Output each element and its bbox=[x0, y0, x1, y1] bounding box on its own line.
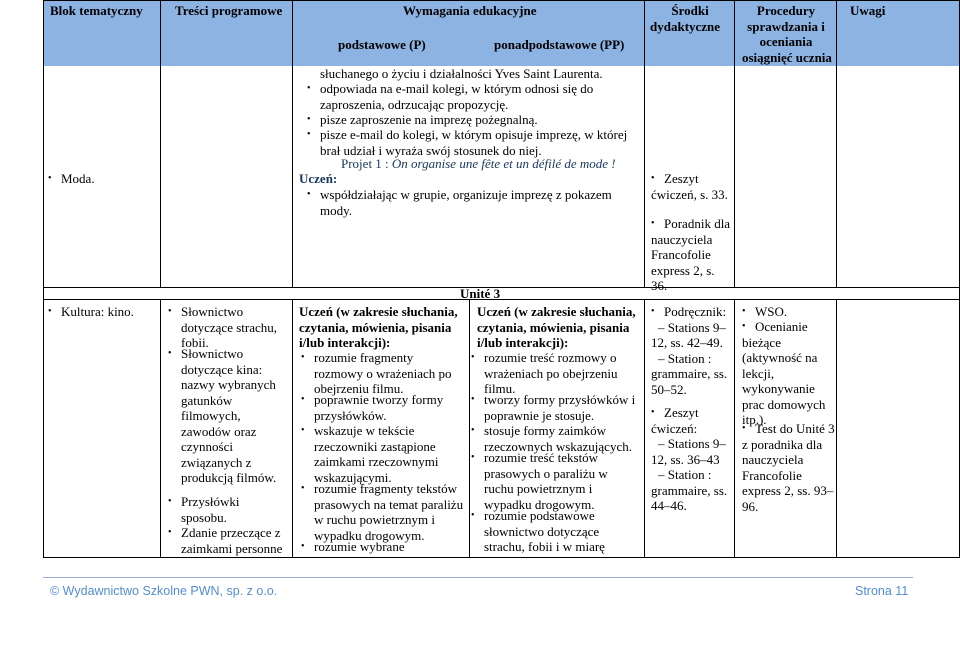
list-item-line: filmu. bbox=[484, 381, 516, 396]
table-border-bottom bbox=[43, 557, 959, 558]
list-item bbox=[181, 304, 277, 351]
list-item-line: związanych z bbox=[181, 454, 252, 470]
header-procedury-line: oceniania bbox=[759, 34, 813, 49]
pp-heading bbox=[477, 304, 636, 351]
list-item-line: • Test do Unité 3 bbox=[755, 421, 835, 436]
col-border bbox=[836, 0, 837, 287]
list-item bbox=[742, 319, 826, 428]
header-podstawowe: podstawowe (P) bbox=[338, 37, 426, 52]
srodki-line: 36. bbox=[651, 278, 668, 293]
footer-page-number: Strona 11 bbox=[855, 584, 909, 598]
list-item-line: zaimkami rzeczownymi bbox=[314, 454, 439, 469]
list-item-line: przysłówków. bbox=[314, 407, 387, 423]
col-border bbox=[469, 299, 470, 558]
srodki-line: express 2, s. bbox=[651, 262, 715, 278]
col-border bbox=[644, 0, 645, 287]
list-item-line: bieżące bbox=[742, 334, 781, 350]
list-item-line: • odpowiada na e-mail kolegi, w którym odnosi się do bbox=[320, 81, 594, 96]
list-item-line: dotyczące kina: bbox=[181, 361, 263, 377]
p-heading-line: Uczeń (w zakresie słuchania, bbox=[299, 304, 458, 319]
srodki-line: ćwiczeń: bbox=[651, 420, 698, 436]
header-blok: Blok tematyczny bbox=[50, 3, 143, 18]
header-srodki bbox=[650, 3, 721, 34]
list-item-line: • Słownictwo bbox=[181, 304, 244, 319]
srodki-line: – Station : bbox=[658, 467, 712, 482]
list-item bbox=[755, 304, 787, 320]
list-item-line: • rozumie podstawowe bbox=[484, 508, 595, 523]
srodki-line: ćwiczeń, s. 33. bbox=[651, 186, 728, 202]
list-item bbox=[484, 392, 635, 423]
pp-heading-line: czytania, mówienia, pisania bbox=[477, 319, 630, 335]
blok-moda bbox=[61, 171, 95, 187]
list-item-line: rzeczowniki zastąpione bbox=[314, 438, 436, 454]
list-item bbox=[181, 525, 282, 556]
col-border bbox=[836, 299, 837, 558]
list-item bbox=[314, 423, 439, 485]
uczen-label: Uczeń: bbox=[299, 171, 338, 186]
list-item-line: brał udział i wyraża swój stosunek do niej. bbox=[320, 142, 542, 158]
list-item-line: • stosuje formy zaimków bbox=[484, 423, 607, 438]
list-item-line: 96. bbox=[742, 498, 759, 514]
list-item-line: poprawnie je stosuje. bbox=[484, 407, 595, 423]
list-item-line: wypadku drogowym. bbox=[484, 496, 595, 512]
col-border bbox=[43, 0, 44, 558]
col-border bbox=[292, 0, 293, 287]
projet-heading bbox=[341, 156, 616, 172]
header-wymagania: Wymagania edukacyjne bbox=[403, 3, 537, 18]
srodki-poradnik bbox=[651, 216, 731, 294]
list-item-line: wrażeniach po obejrzeniu bbox=[484, 365, 618, 381]
header-procedury-line: sprawdzania i bbox=[747, 18, 825, 34]
list-item-line: fobii. bbox=[181, 335, 209, 350]
list-item-line: • rozumie treść rozmowy o bbox=[484, 350, 617, 365]
srodki-line: nauczyciela bbox=[651, 231, 713, 247]
list-item-line: • Przysłówki bbox=[181, 494, 240, 509]
header-ponadpodstawowe: ponadpodstawowe (PP) bbox=[494, 37, 625, 52]
list-item-line: • rozumie wybrane bbox=[314, 539, 405, 554]
list-item-line: wypadku drogowym. bbox=[314, 527, 425, 543]
col-border bbox=[644, 299, 645, 558]
list-item-line: produkcją filmów. bbox=[181, 470, 277, 485]
list-item-line: w ruchu powietrznym i bbox=[314, 512, 435, 527]
srodki-line: • Zeszyt bbox=[664, 405, 699, 420]
header-procedury-line: Procedury bbox=[756, 3, 816, 18]
list-item bbox=[484, 350, 618, 397]
list-item-line: wskazującymi. bbox=[314, 469, 392, 485]
srodki-line: 12, ss. 36–43 bbox=[651, 451, 720, 467]
blok-kino-label: • Kultura: kino. bbox=[61, 304, 134, 319]
blok-moda-label: • Moda. bbox=[61, 171, 95, 186]
list-item bbox=[484, 508, 605, 555]
list-item-line: czynności bbox=[181, 439, 233, 454]
list-item-line: • wskazuje w tekście bbox=[314, 423, 415, 438]
list-item-line: lekcji, bbox=[742, 365, 775, 381]
srodki-zeszyt-moda bbox=[651, 171, 728, 202]
table-border-top bbox=[43, 0, 959, 1]
list-item-line: mody. bbox=[320, 202, 353, 218]
list-item-line: • poprawnie tworzy formy bbox=[314, 392, 444, 407]
srodki-podrecznik bbox=[651, 304, 728, 397]
p-heading-line: czytania, mówienia, pisania bbox=[299, 319, 452, 335]
list-item-line: prac domowych bbox=[742, 396, 826, 412]
list-item-line: rzeczownych wskazujących. bbox=[484, 438, 632, 454]
list-item-line: itp.). bbox=[742, 412, 767, 427]
list-item-line: • współdziałając w grupie, organizuje imprezę z pokazem bbox=[320, 187, 612, 202]
list-item-line: obejrzeniu filmu. bbox=[314, 381, 404, 396]
list-item-line: sposobu. bbox=[181, 509, 227, 525]
list-item-line: • tworzy formy przysłówków i bbox=[484, 392, 636, 407]
projet-label: Projet 1 : bbox=[341, 156, 392, 171]
p-heading bbox=[299, 304, 458, 351]
header-tresci: Treści programowe bbox=[175, 3, 283, 18]
srodki-line: grammaire, ss. bbox=[651, 482, 728, 498]
list-item bbox=[314, 539, 405, 555]
list-item bbox=[314, 350, 452, 397]
list-item-line: nauczyciela bbox=[742, 452, 804, 467]
srodki-line: – Stations 9– bbox=[658, 436, 726, 451]
p-heading-line: i/lub interakcji): bbox=[299, 335, 391, 350]
list-item bbox=[320, 187, 612, 218]
list-item-line: wykonywanie bbox=[742, 381, 815, 396]
list-item-line: ruchu powietrznym i bbox=[484, 481, 593, 496]
col-border bbox=[160, 0, 161, 287]
list-item-line: zawodów oraz bbox=[181, 423, 257, 439]
srodki-line: – Station : bbox=[658, 350, 712, 366]
list-item bbox=[320, 81, 593, 112]
row-separator bbox=[43, 287, 959, 288]
list-item bbox=[484, 450, 608, 512]
list-item-line: filmowych, bbox=[181, 408, 241, 423]
footer-divider bbox=[43, 577, 913, 578]
list-item-line: gatunków bbox=[181, 392, 233, 408]
list-item-line: zaproszenia, odrzucając propozycję. bbox=[320, 96, 509, 112]
list-item-line: zaimkami personne bbox=[181, 540, 283, 556]
list-item-line: z poradnika dla bbox=[742, 436, 823, 452]
srodki-line: Francofolie bbox=[651, 247, 711, 262]
list-item bbox=[320, 127, 627, 158]
header-uwagi: Uwagi bbox=[850, 3, 886, 18]
blok-kino bbox=[61, 304, 134, 320]
list-item-line: • Zdanie przeczące z bbox=[181, 525, 281, 540]
srodki-line: • Podręcznik: bbox=[664, 304, 727, 319]
col-border bbox=[292, 299, 293, 558]
col-border bbox=[160, 299, 161, 558]
header-srodki-line: Środki bbox=[671, 3, 709, 18]
srodki-line: 44–46. bbox=[651, 498, 687, 513]
list-item bbox=[314, 481, 463, 543]
col-border bbox=[734, 299, 735, 558]
list-item-line: Francofolie bbox=[742, 467, 802, 483]
continued-text: słuchanego o życiu i działalności Yves Saint Laurenta. bbox=[320, 66, 603, 81]
srodki-line: • Zeszyt bbox=[664, 171, 699, 186]
list-item-line: • pisze zaproszenie na imprezę pożegnalną. bbox=[320, 112, 538, 127]
list-item bbox=[181, 494, 240, 525]
list-item-line: • rozumie fragmenty tekstów bbox=[314, 481, 457, 496]
row-separator bbox=[43, 299, 959, 300]
list-item-line: strachu, fobii i w miarę bbox=[484, 539, 605, 554]
list-item-line: • Słownictwo bbox=[181, 346, 244, 361]
header-procedury bbox=[742, 3, 830, 65]
list-item-line: • WSO. bbox=[755, 304, 788, 319]
list-item-line: • pisze e-mail do kolegi, w którym opisuje imprezę, w której bbox=[320, 127, 628, 142]
pp-heading-line: i/lub interakcji): bbox=[477, 335, 569, 350]
list-item-line: express 2, ss. 93– bbox=[742, 483, 834, 498]
list-item bbox=[320, 112, 538, 128]
header-procedury-line: osiągnięć ucznia bbox=[742, 49, 832, 65]
list-item-line: dotyczące strachu, bbox=[181, 319, 278, 335]
srodki-line: 50–52. bbox=[651, 381, 687, 397]
header-srodki-line: dydaktyczne bbox=[650, 18, 721, 34]
srodki-line: – Stations 9– bbox=[658, 319, 726, 335]
projet-title: On organise une fête et un défilé de mode ! bbox=[391, 156, 616, 171]
unite-heading: Unité 3 bbox=[460, 286, 501, 301]
srodki-line: grammaire, ss. bbox=[651, 366, 728, 381]
list-item-line: • Ocenianie bbox=[755, 319, 808, 334]
list-item-line: rozmowy o wrażeniach po bbox=[314, 365, 452, 381]
pp-heading-line: Uczeń (w zakresie słuchania, bbox=[477, 304, 636, 319]
col-border bbox=[734, 0, 735, 287]
footer-copyright: © Wydawnictwo Szkolne PWN, sp. z o.o. bbox=[50, 584, 278, 598]
list-item-line: słownictwo dotyczące bbox=[484, 523, 600, 539]
list-item-line: nazwy wybranych bbox=[181, 377, 276, 392]
list-item bbox=[181, 346, 276, 486]
list-item-line: prasowych o paraliżu w bbox=[484, 465, 608, 481]
list-item-line: • rozumie fragmenty bbox=[314, 350, 414, 365]
list-item bbox=[742, 421, 835, 514]
list-item-line: prasowych na temat paraliżu bbox=[314, 496, 464, 512]
list-item bbox=[314, 392, 443, 423]
srodki-line: 12, ss. 42–49. bbox=[651, 335, 723, 350]
srodki-zeszyt bbox=[651, 405, 728, 514]
srodki-line: • Poradnik dla bbox=[664, 216, 731, 231]
list-item-line: (aktywność na bbox=[742, 350, 818, 365]
list-item-line: • rozumie treść tekstów bbox=[484, 450, 599, 465]
